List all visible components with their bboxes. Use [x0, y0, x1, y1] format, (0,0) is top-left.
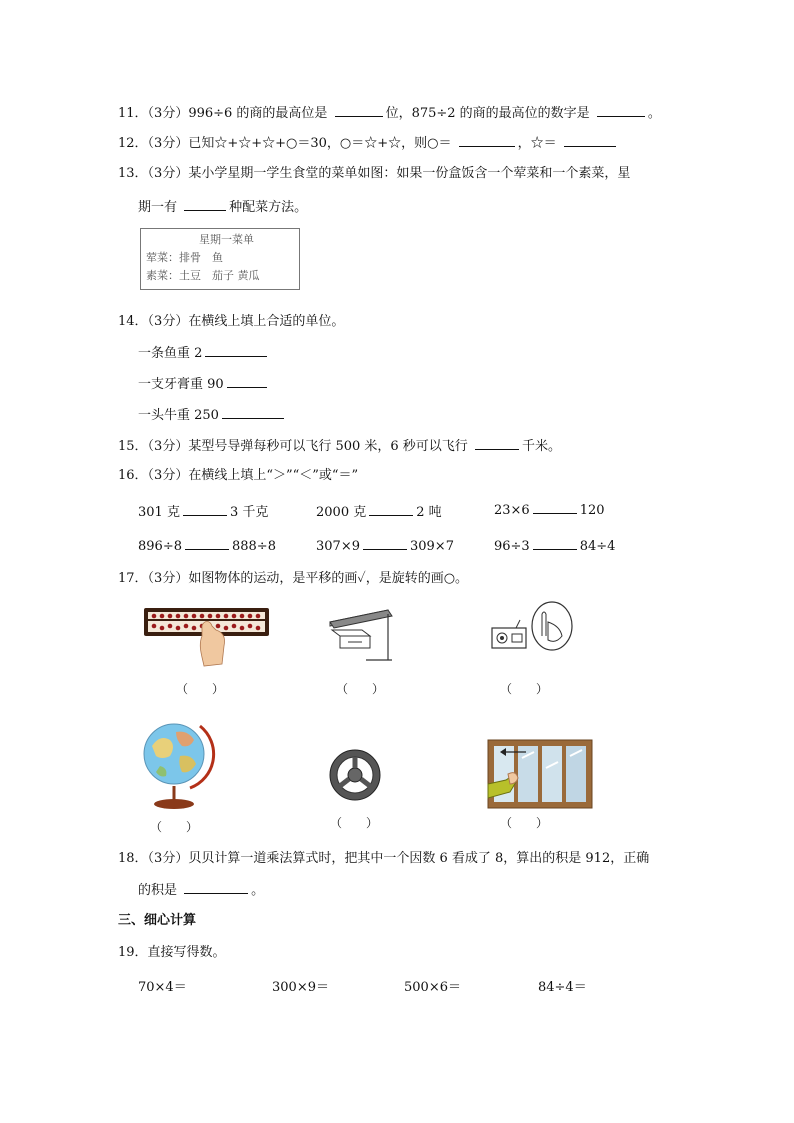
- compare-item: 2000 克 2 吨: [316, 505, 442, 520]
- question-19: 19．直接写得数。: [118, 945, 226, 960]
- compare-item: 301 克 3 千克: [138, 505, 269, 520]
- answer-paren[interactable]: （ ）: [500, 682, 549, 696]
- question-16: 16．（3分）在横线上填上“＞”“＜”或“＝”: [118, 468, 359, 483]
- question-12: 12．（3分）已知☆+☆+☆+○＝30，○＝☆+☆，则○＝ ，☆＝: [118, 134, 619, 153]
- abacus-icon: [144, 606, 274, 670]
- calc-item: 500×6＝: [404, 980, 461, 995]
- answer-blank[interactable]: [205, 344, 267, 357]
- menu-title: 星期一菜单: [199, 233, 254, 246]
- answer-blank[interactable]: [227, 375, 267, 388]
- compare-item: 23×6 120: [494, 503, 605, 518]
- answer-blank[interactable]: [184, 198, 226, 211]
- answer-paren[interactable]: （ ）: [500, 816, 549, 830]
- answer-paren[interactable]: （ ）: [150, 820, 199, 834]
- question-14-item: 一条鱼重 2: [138, 344, 270, 363]
- question-15: 15．（3分）某型号导弹每秒可以飞行 500 米，6 秒可以飞行 千米。: [118, 439, 561, 454]
- answer-paren[interactable]: （ ）: [336, 682, 385, 696]
- question-14-item: 一支牙膏重 90: [138, 375, 270, 394]
- calc-item: 84÷4＝: [538, 980, 587, 995]
- answer-paren[interactable]: （ ）: [176, 682, 225, 696]
- question-17: 17．（3分）如图物体的运动，是平移的画✓，是旋转的画○。: [118, 571, 469, 586]
- question-11: 11．（3分）996÷6 的商的最高位是 位，875÷2 的商的最高位的数字是 。: [118, 106, 661, 121]
- compare-item: 307×9 309×7: [316, 539, 454, 554]
- answer-paren[interactable]: （ ）: [330, 816, 379, 830]
- answer-blank[interactable]: [184, 881, 248, 894]
- compare-item: 96÷3 84÷4: [494, 539, 616, 554]
- section-heading: 三、细心计算: [118, 913, 197, 928]
- window-icon: [486, 738, 596, 812]
- question-18: 18．（3分）贝贝计算一道乘法算式时，把其中一个因数 6 看成了 8，算出的积是 912，正确: [118, 851, 650, 866]
- drawer-icon: [326, 608, 396, 664]
- menu-meat: 荤菜：排骨 鱼: [146, 251, 223, 264]
- menu-veg: 素菜：土豆 茄子 黄瓜: [146, 269, 260, 282]
- answer-blank[interactable]: [597, 104, 645, 117]
- question-13: 13．（3分）某小学星期一学生食堂的菜单如图：如果一份盒饭含一个荤菜和一个素菜，星: [118, 166, 631, 181]
- steering-wheel-icon: [328, 748, 384, 804]
- answer-blank[interactable]: [222, 406, 284, 419]
- answer-blank[interactable]: [475, 437, 519, 450]
- globe-icon: [140, 716, 216, 812]
- question-18-cont: 的积是 。: [138, 883, 265, 898]
- calc-item: 70×4＝: [138, 980, 187, 995]
- radio-icon: [490, 600, 582, 658]
- calc-item: 300×9＝: [272, 980, 329, 995]
- answer-blank[interactable]: [335, 104, 383, 117]
- answer-blank[interactable]: [459, 134, 515, 147]
- question-13-cont: 期一有 种配菜方法。: [138, 200, 308, 215]
- question-14: 14．（3分）在横线上填上合适的单位。: [118, 314, 345, 329]
- compare-item: 896÷8 888÷8: [138, 539, 276, 554]
- question-14-item: 一头牛重 250: [138, 406, 287, 425]
- answer-blank[interactable]: [564, 134, 616, 147]
- menu-image: [140, 228, 300, 290]
